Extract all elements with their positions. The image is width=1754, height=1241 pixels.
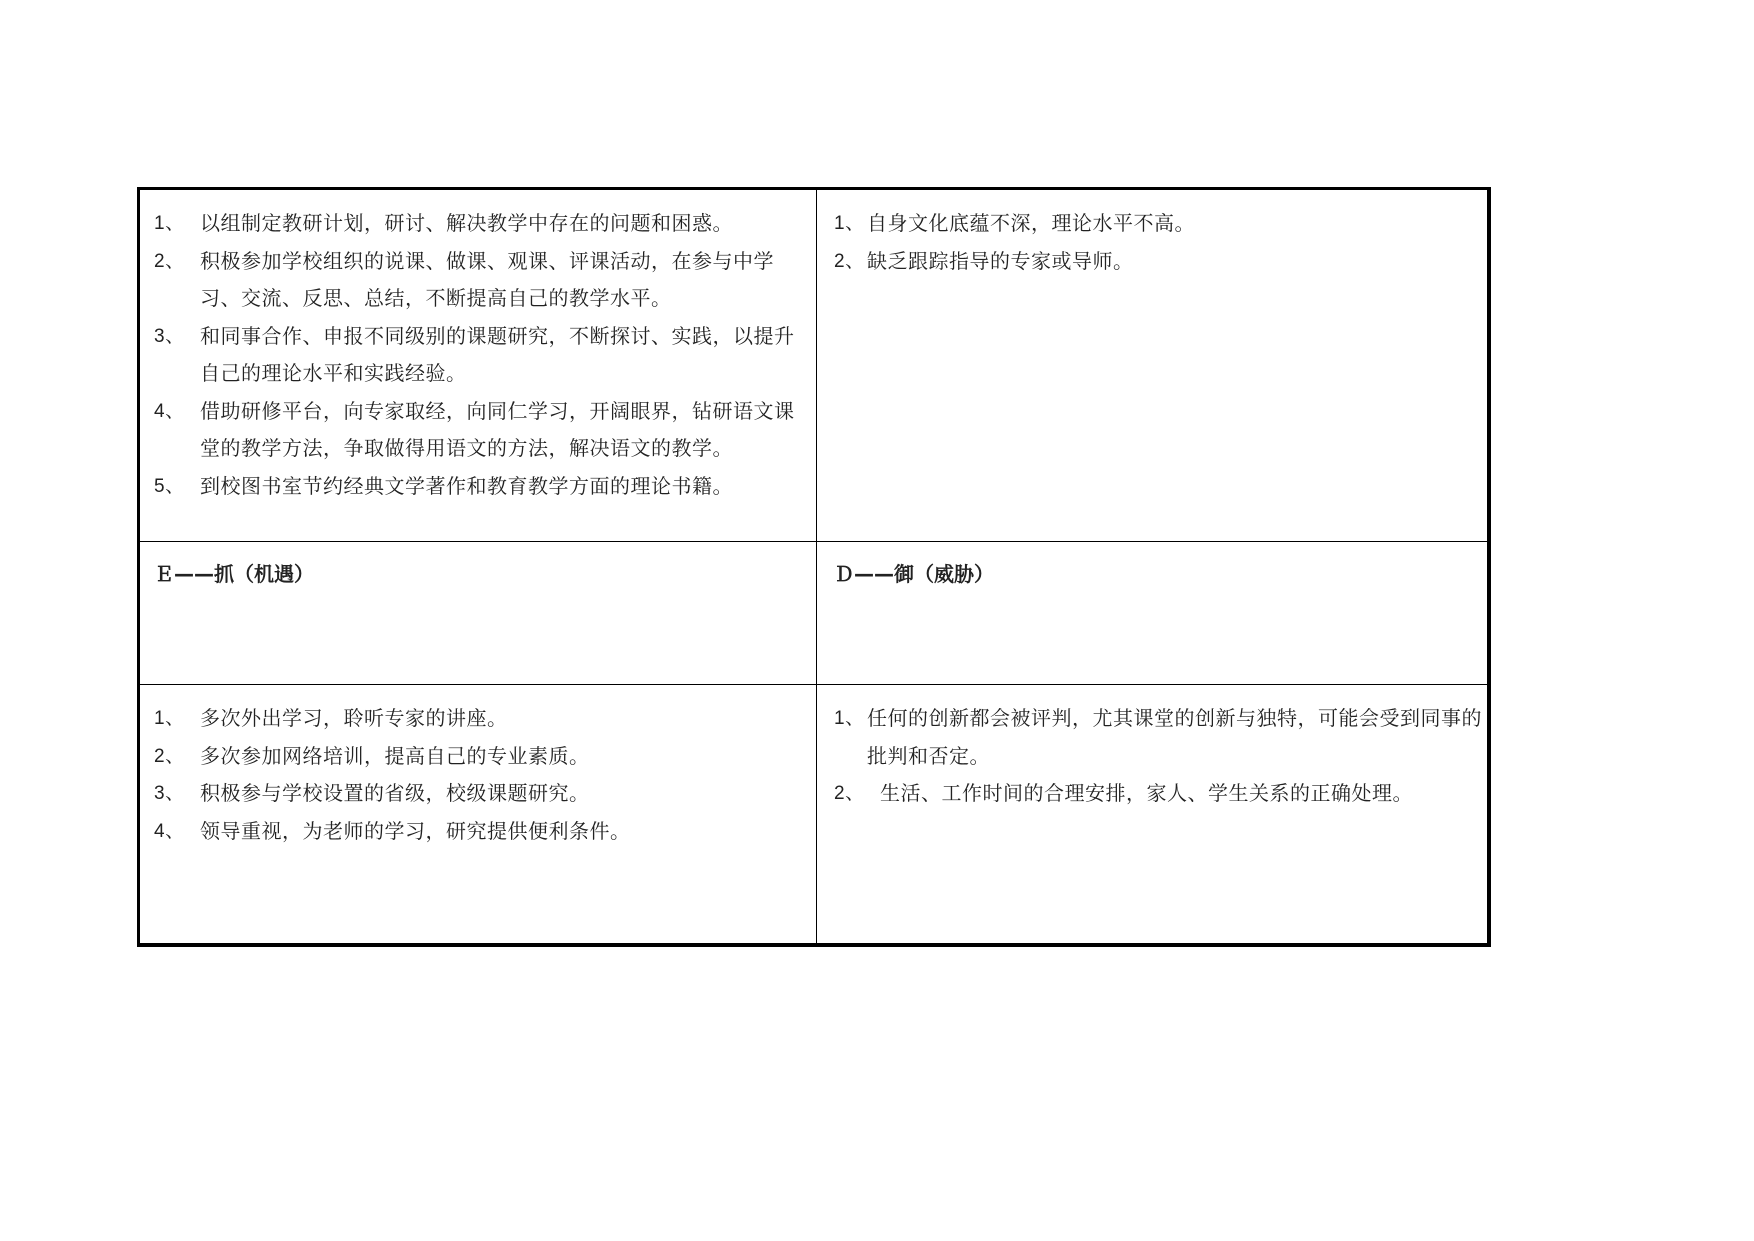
swot-table xyxy=(137,187,1491,947)
list-item xyxy=(154,318,814,393)
list-item xyxy=(154,243,814,318)
item-number: 3、 xyxy=(154,325,185,347)
item-number: 3、 xyxy=(154,783,185,804)
item-text: 借助研修平台，向专家取经，向同仁学习，开阔眼界，钻研语文课堂的教学方法，争取做得用语文的方法，解决语文的教学。 xyxy=(200,398,795,460)
opportunities-cell xyxy=(154,700,814,850)
threat-heading-cell xyxy=(834,556,1490,593)
item-text: 以组制定教研计划，研讨、解决教学中存在的问题和困惑。 xyxy=(200,211,733,235)
weaknesses-cell xyxy=(834,205,1490,280)
list-item xyxy=(154,775,814,813)
item-number: 1、 xyxy=(834,708,865,729)
list-item xyxy=(154,468,814,506)
list-item xyxy=(154,393,814,468)
item-text: 到校图书室节约经典文学著作和教育教学方面的理论书籍。 xyxy=(200,473,733,498)
item-number: 5、 xyxy=(154,475,185,497)
item-text: 积极参加学校组织的说课、做课、观课、评课活动，在参与中学习、交流、反思、总结，不断提高自己的教学水平。 xyxy=(200,248,774,310)
item-number: 1、 xyxy=(154,708,185,729)
item-text: 和同事合作、申报不同级别的课题研究，不断探讨、实践，以提升自己的理论水平和实践经验。 xyxy=(200,323,795,385)
item-number: 2、 xyxy=(834,250,865,272)
list-item xyxy=(834,775,1490,813)
item-number: 2、 xyxy=(834,783,865,804)
item-text: 领导重视，为老师的学习，研究提供便利条件。 xyxy=(200,818,631,843)
list-item xyxy=(154,813,814,851)
list-item xyxy=(154,205,814,243)
list-item xyxy=(834,243,1490,281)
item-text: 任何的创新都会被评判，尤其课堂的创新与独特，可能会受到同事的批判和否定。 xyxy=(867,706,1482,768)
item-text: 生活、工作时间的合理安排，家人、学生关系的正确处理。 xyxy=(880,781,1413,805)
item-text: 自身文化底蕴不深，理论水平不高。 xyxy=(867,211,1195,235)
item-text: 积极参与学校设置的省级，校级课题研究。 xyxy=(200,781,590,805)
list-item xyxy=(834,205,1490,243)
item-text: 多次外出学习，聆听专家的讲座。 xyxy=(200,706,508,730)
item-text: 多次参加网络培训，提高自己的专业素质。 xyxy=(200,743,590,768)
column-divider xyxy=(816,190,817,943)
threat-heading: Ｄ——御（威胁） xyxy=(834,562,994,586)
item-text: 缺乏跟踪指导的专家或导师。 xyxy=(867,248,1134,273)
list-item xyxy=(834,700,1490,775)
row-divider-1 xyxy=(140,541,1487,542)
strengths-actions-cell xyxy=(154,205,814,505)
row-divider-2 xyxy=(140,684,1487,685)
item-number: 4、 xyxy=(154,820,185,842)
item-number: 2、 xyxy=(154,745,185,767)
opportunity-heading: Ｅ——抓（机遇） xyxy=(154,562,314,586)
opportunity-heading-cell xyxy=(154,556,814,593)
item-number: 1、 xyxy=(154,213,185,234)
item-number: 2、 xyxy=(154,250,185,272)
list-item xyxy=(154,738,814,776)
item-number: 4、 xyxy=(154,400,185,422)
list-item xyxy=(154,700,814,738)
item-number: 1、 xyxy=(834,213,865,234)
threats-cell xyxy=(834,700,1490,813)
